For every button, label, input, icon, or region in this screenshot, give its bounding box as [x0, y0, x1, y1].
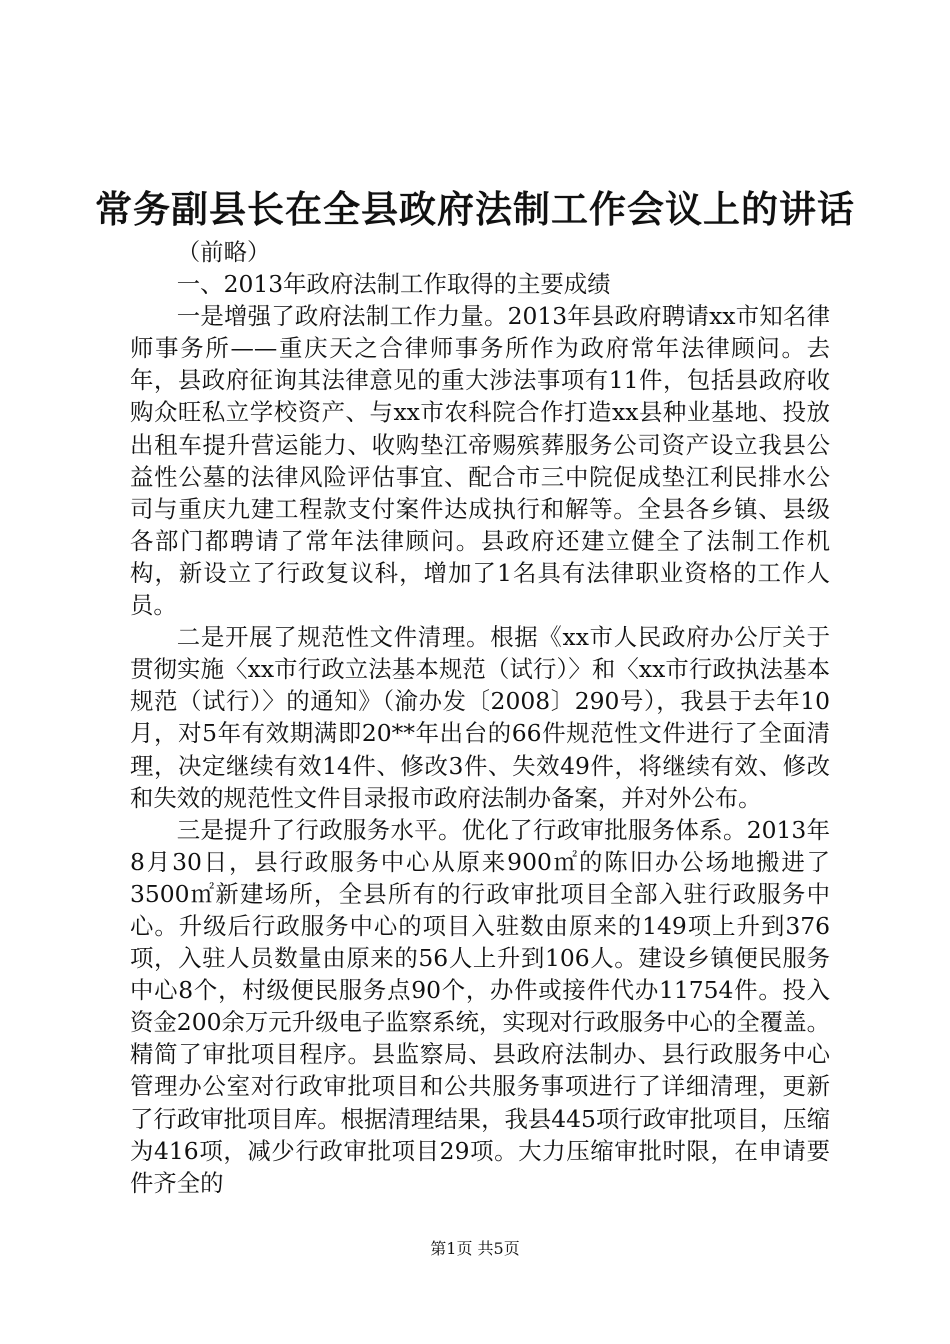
section-heading: 一、2013年政府法制工作取得的主要成绩 [176, 270, 611, 299]
document-title: 常务副县长在全县政府法制工作会议上的讲话 [95, 188, 855, 231]
paragraph-legal-capacity: 一是增强了政府法制工作力量。2013年县政府聘请xx市知名律师事务所——重庆天之合律师事务所作为政府常年法律顾问。去年，县政府征询其法律意见的重大涉法事项有11件，包括县政府收购众旺私立学校资产、与xx市农科院合作打造xx县种业基地、投放出租车提升营运能力、收购垫江帝赐殡葬服务公司资产设立我县公益性公墓的法律风险评估事宜、配合市三中院促成垫江利民排水公司与重庆九建工程款支付案件达成执行和解等。全县各乡镇、县级各部门都聘请了常年法律顾问。县政府还建立健全了法制工作机构，新设立了行政复议科，增加了1名具有法律职业资格的工作人员。 [130, 302, 830, 620]
paragraph-document-review: 二是开展了规范性文件清理。根据《xx市人民政府办公厅关于贯彻实施〈xx市行政立法基本规范（试行）〉和〈xx市行政执法基本规范（试行）〉的通知》（渝办发〔2008〕290号），我县于去年10月，对5年有效期满即20**年出台的66件规范性文件进行了全面清理，决定继续有效14件、修改3件、失效49件，将继续有效、修改和失效的规范性文件目录报市政府法制办备案，并对外公布。 [130, 623, 830, 812]
document-body [130, 236, 830, 1199]
paragraph-preamble: （前略） [176, 238, 271, 266]
paragraph-administrative-service: 三是提升了行政服务水平。优化了行政审批服务体系。2013年8月30日，县行政服务中心从原来900㎡的陈旧办公场地搬进了3500㎡新建场所，全县所有的行政审批项目全部入驻行政服务中心。升级后行政服务中心的项目入驻数由原来的149项上升到376项，入驻人员数量由原来的56人上升到106人。建设乡镇便民服务中心8个，村级便民服务点90个，办件或接件代办11754件。投入资金200余万元升级电子监察系统，实现对行政服务中心的全覆盖。精简了审批项目程序。县监察局、县政府法制办、县行政服务中心管理办公室对行政审批项目和公共服务事项进行了详细清理，更新了行政审批项目库。根据清理结果，我县445项行政审批项目，压缩为416项，减少行政审批项目29项。大力压缩审批时限，在申请要件齐全的 [130, 815, 830, 1197]
page-footer: 第1页 共5页 [430, 1239, 520, 1258]
